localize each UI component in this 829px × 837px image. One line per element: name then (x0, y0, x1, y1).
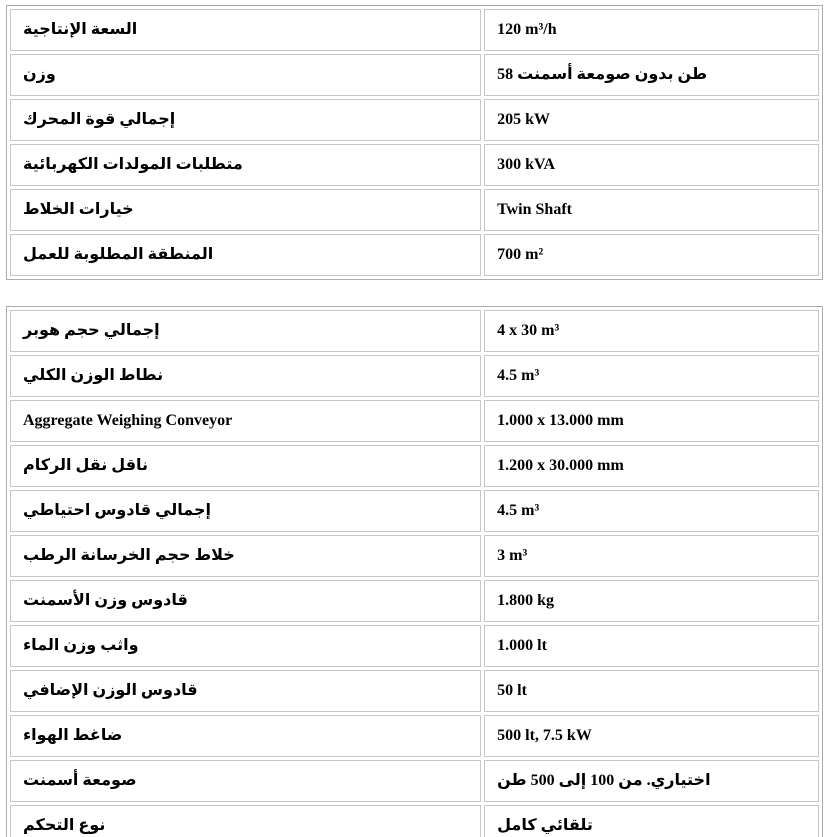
spec-row (10, 400, 819, 442)
spec-label-cell: خلاط حجم الخرسانة الرطب (10, 535, 481, 577)
spec-row (10, 760, 819, 802)
spec-row (10, 9, 819, 51)
component-specs-table (6, 306, 823, 837)
spec-value-cell: اختياري. من 100 إلى 500 طن (484, 760, 819, 802)
spec-label-cell: Aggregate Weighing Conveyor (10, 400, 481, 442)
general-specs-table (6, 5, 823, 280)
spec-label-cell: إجمالي قادوس احتياطي (10, 490, 481, 532)
spec-value-cell: 700 m² (484, 234, 819, 276)
spec-row (10, 144, 819, 186)
spec-label-cell: إجمالي قوة المحرك (10, 99, 481, 141)
spec-label-cell: السعة الإنتاجية (10, 9, 481, 51)
spec-row (10, 355, 819, 397)
spec-value-cell: 500 lt, 7.5 kW (484, 715, 819, 757)
spec-label-cell: قادوس الوزن الإضافي (10, 670, 481, 712)
spec-value-cell: 205 kW (484, 99, 819, 141)
spec-label-cell: ناقل نقل الركام (10, 445, 481, 487)
spec-row (10, 445, 819, 487)
spec-label-cell: واثب وزن الماء (10, 625, 481, 667)
spec-row (10, 234, 819, 276)
spec-value-cell: 4 x 30 m³ (484, 310, 819, 352)
spec-label-cell: المنطقة المطلوبة للعمل (10, 234, 481, 276)
spec-value-cell: 1.000 x 13.000 mm (484, 400, 819, 442)
spec-value-cell: 4.5 m³ (484, 490, 819, 532)
spec-value-cell: طن بدون صومعة أسمنت 58 (484, 54, 819, 96)
spec-value-cell: 50 lt (484, 670, 819, 712)
spec-label-cell: متطلبات المولدات الكهربائية (10, 144, 481, 186)
spec-label-cell: نطاط الوزن الكلي (10, 355, 481, 397)
spec-label-cell: وزن (10, 54, 481, 96)
spec-value-cell: 4.5 m³ (484, 355, 819, 397)
spec-label-cell: صومعة أسمنت (10, 760, 481, 802)
spec-row (10, 490, 819, 532)
spec-value-cell: 3 m³ (484, 535, 819, 577)
spec-value-cell: تلقائي كامل (484, 805, 819, 837)
spec-row (10, 805, 819, 837)
spec-row (10, 54, 819, 96)
spec-row (10, 715, 819, 757)
spec-row (10, 189, 819, 231)
spec-label-cell: نوع التحكم (10, 805, 481, 837)
spec-value-cell: Twin Shaft (484, 189, 819, 231)
spec-value-cell: 120 m³/h (484, 9, 819, 51)
spec-row (10, 99, 819, 141)
spec-value-cell: 1.200 x 30.000 mm (484, 445, 819, 487)
spec-label-cell: إجمالي حجم هوبر (10, 310, 481, 352)
spec-value-cell: 1.800 kg (484, 580, 819, 622)
spec-label-cell: خيارات الخلاط (10, 189, 481, 231)
spec-row (10, 310, 819, 352)
spec-label-cell: ضاغط الهواء (10, 715, 481, 757)
spec-row (10, 670, 819, 712)
spec-label-cell: قادوس وزن الأسمنت (10, 580, 481, 622)
spec-value-cell: 300 kVA (484, 144, 819, 186)
spec-row (10, 535, 819, 577)
spec-row (10, 580, 819, 622)
spec-row (10, 625, 819, 667)
spec-value-cell: 1.000 lt (484, 625, 819, 667)
